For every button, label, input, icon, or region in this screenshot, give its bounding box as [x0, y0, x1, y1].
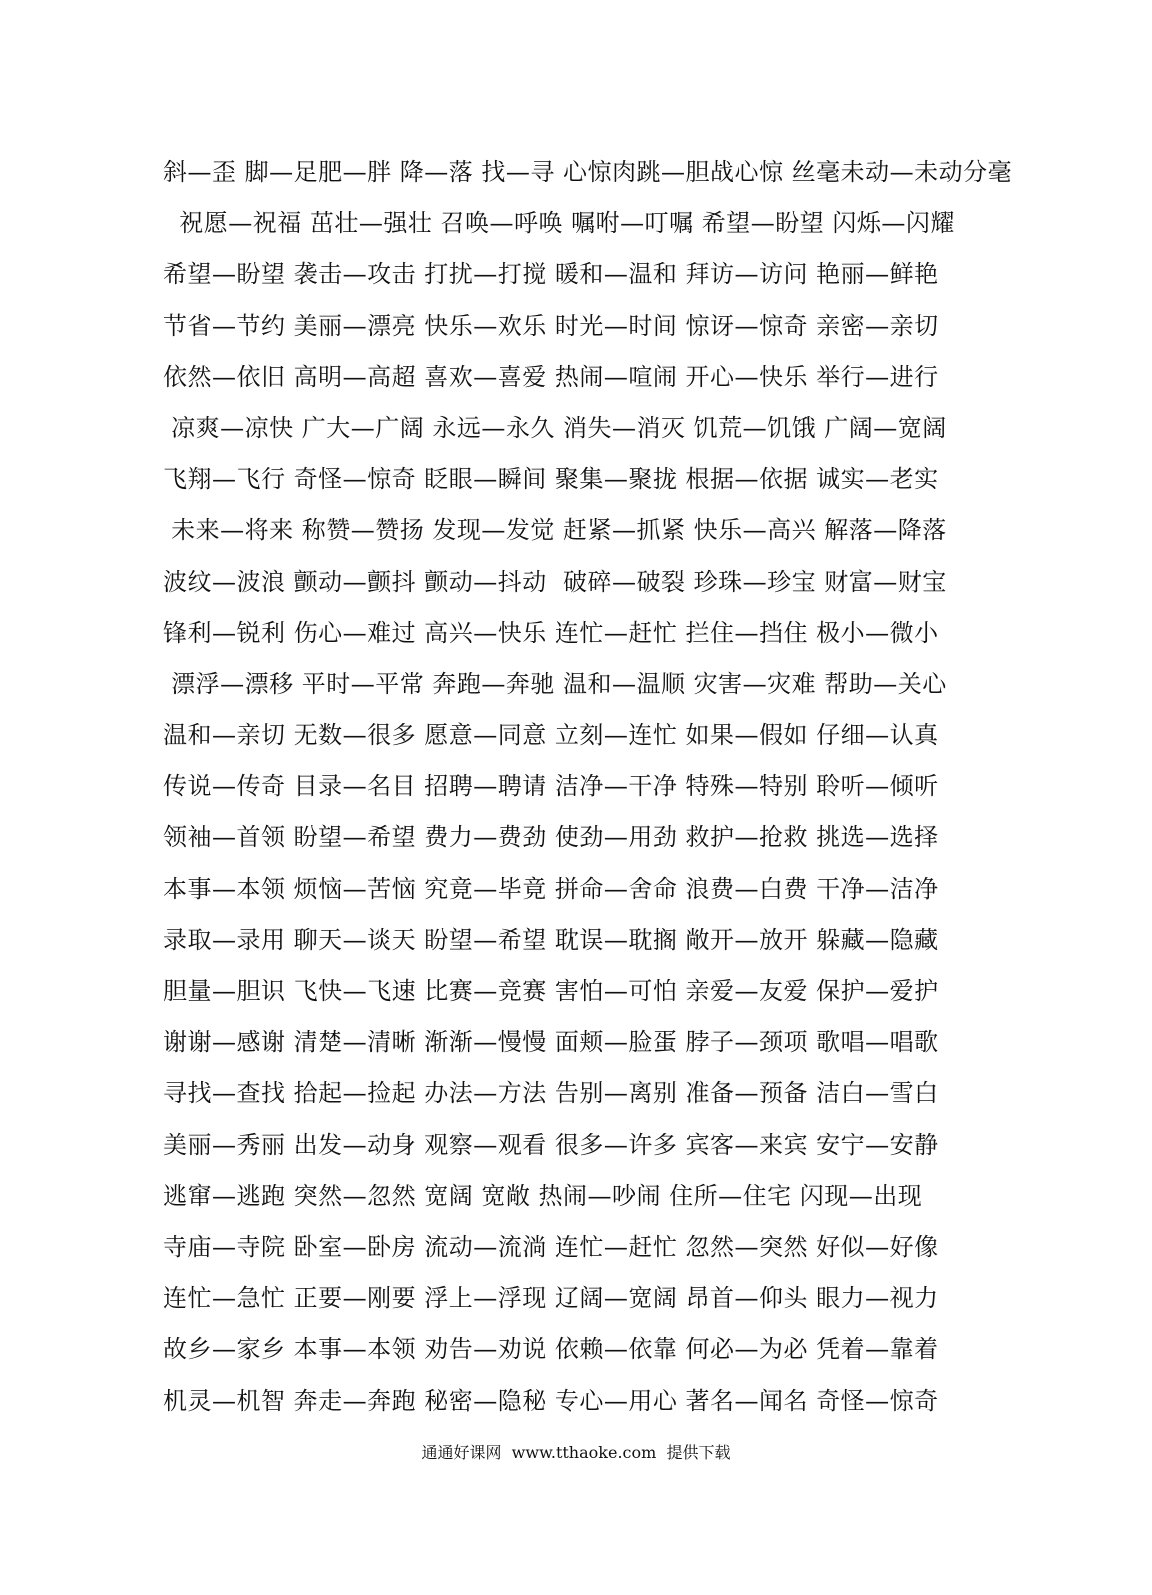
text-line: 斜—歪 脚—足肥—胖 降—落 找—寻 心惊肉跳—胆战心惊 丝毫未动—未动分毫 [163, 158, 1013, 186]
synonym-list [163, 150, 1123, 1430]
text-line: 机灵—机智 奔走—奔跑 秘密—隐秘 专心—用心 著名—闻名 奇怪—惊奇 [163, 1386, 939, 1415]
text-line: 锋利—锐利 伤心—难过 高兴—快乐 连忙—赶忙 拦住—挡住 极小—微小 [163, 618, 939, 647]
text-line: 依然—依旧 高明—高超 喜欢—喜爱 热闹—喧闹 开心—快乐 举行—进行 [163, 362, 939, 391]
text-line: 故乡—家乡 本事—本领 劝告—劝说 依赖—依靠 何必—为必 凭着—靠着 [163, 1335, 939, 1364]
text-line: 凉爽—凉快 广大—广阔 永远—永久 消失—消灭 饥荒—饥饿 广阔—宽阔 [163, 413, 947, 442]
text-line: 温和—亲切 无数—很多 愿意—同意 立刻—连忙 如果—假如 仔细—认真 [163, 721, 939, 750]
text-line: 节省—节约 美丽—漂亮 快乐—欢乐 时光—时间 惊讶—惊奇 亲密—亲切 [163, 311, 939, 340]
text-line: 传说—传奇 目录—名目 招聘—聘请 洁净—干净 特殊—特别 聆听—倾听 [163, 772, 939, 801]
text-line: 谢谢—感谢 清楚—清晰 渐渐—慢慢 面颊—脸蛋 脖子—颈项 歌唱—唱歌 [163, 1028, 939, 1057]
text-line: 领袖—首领 盼望—希望 费力—费劲 使劲—用劲 救护—抢救 挑选—选择 [163, 823, 939, 852]
text-line: 波纹—波浪 颤动—颤抖 颤动—抖动 破碎—破裂 珍珠—珍宝 财富—财宝 [163, 567, 947, 596]
text-line: 逃窜—逃跑 突然—忽然 宽阔 宽敞 热闹—吵闹 住所—住宅 闪现—出现 [163, 1181, 923, 1210]
text-line: 美丽—秀丽 出发—动身 观察—观看 很多—许多 宾客—来宾 安宁—安静 [163, 1130, 939, 1159]
text-line: 飞翔—飞行 奇怪—惊奇 眨眼—瞬间 聚集—聚拢 根据—依据 诚实—老实 [163, 465, 939, 494]
text-line: 祝愿—祝福 茁壮—强壮 召唤—呼唤 嘱咐—叮嘱 希望—盼望 闪烁—闪耀 [163, 209, 955, 238]
text-line: 连忙—急忙 正要—刚要 浮上—浮现 辽阔—宽阔 昂首—仰头 眼力—视力 [163, 1284, 939, 1313]
text-line: 未来—将来 称赞—赞扬 发现—发觉 赶紧—抓紧 快乐—高兴 解落—降落 [163, 516, 947, 545]
text-line: 胆量—胆识 飞快—飞速 比赛—竞赛 害怕—可怕 亲爱—友爱 保护—爱护 [163, 977, 939, 1005]
text-line: 本事—本领 烦恼—苦恼 究竟—毕竟 拼命—舍命 浪费—白费 干净—洁净 [163, 874, 939, 903]
text-line: 录取—录用 聊天—谈天 盼望—希望 耽误—耽搁 敞开—放开 躲藏—隐藏 [163, 925, 939, 954]
page-footer: 通通好课网 www.tthaoke.com 提供下载 [421, 1443, 731, 1462]
text-line: 寻找—查找 拾起—捡起 办法—方法 告别—离别 准备—预备 洁白—雪白 [163, 1079, 939, 1108]
text-line: 希望—盼望 袭击—攻击 打扰—打搅 暖和—温和 拜访—访问 艳丽—鲜艳 [163, 260, 939, 289]
text-line: 漂浮—漂移 平时—平常 奔跑—奔驰 温和—温顺 灾害—灾难 帮助—关心 [163, 669, 947, 698]
text-line: 寺庙—寺院 卧室—卧房 流动—流淌 连忙—赶忙 忽然—突然 好似—好像 [163, 1232, 939, 1261]
